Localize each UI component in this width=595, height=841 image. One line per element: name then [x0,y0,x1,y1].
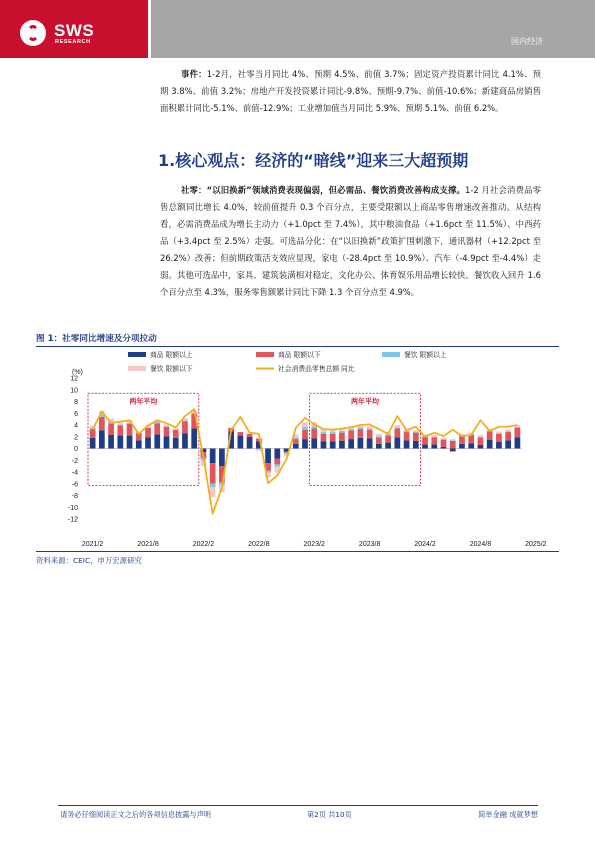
bar-segment [394,427,400,428]
bar-segment [404,432,410,440]
bar-segment [441,439,447,440]
footer-divider [58,805,538,806]
bar-segment [478,437,484,445]
bar-segment [431,435,437,437]
x-tick-label: 2023/2 [303,541,325,548]
bar-segment [117,436,123,449]
x-tick-label: 2023/8 [358,541,381,548]
bar-segment [367,430,373,439]
bar-segment [348,429,354,430]
bar-segment [164,427,170,436]
y-tick-label: 4 [74,422,78,430]
footer-slogan: 简单金融 成就梦想 [478,810,538,819]
bar-segment [247,434,253,437]
bar-segment [127,436,133,449]
logo-subtext: RESEARCH [55,39,91,45]
bar-segment [422,437,428,445]
annotation-label: 两年平均 [129,398,158,406]
bar-segment [108,423,114,435]
bar-segment [385,436,391,443]
bar-segment [358,427,364,429]
bar-segment [496,433,502,434]
bar-segment [274,449,280,459]
bar-segment [311,426,317,428]
bar-segment [487,431,493,439]
bar-segment [117,426,123,436]
bar-segment [404,440,410,448]
bar-segment [210,463,216,484]
bar-segment [302,427,308,430]
x-tick-label: 2022/8 [248,541,270,548]
legend-swatch [256,352,274,357]
bar-segment [496,442,502,448]
bar-segment [431,437,437,438]
bar-segment [210,484,216,488]
bar-segment [182,421,188,433]
bar-segment [496,434,502,442]
bar-segment [394,429,400,438]
x-tick-label: 2021/2 [81,541,104,548]
bar-segment [505,440,511,448]
y-tick-label: 10 [70,387,78,395]
bar-segment [191,429,197,449]
bar-segment [117,424,123,425]
bar-segment [358,438,364,449]
bar-segment [422,444,428,448]
x-tick-label: 2025/2 [525,541,547,548]
y-tick-label: 6 [74,410,78,418]
y-tick-label: -12 [67,516,78,524]
bar-segment [321,434,327,442]
bar-segment [311,429,317,439]
event-paragraph [160,66,541,117]
logo-text: SWS [54,21,95,40]
bar-segment [431,444,437,448]
annotation-label: 两年平均 [351,398,380,406]
bar-segment [293,444,299,449]
bar-segment [293,439,299,444]
legend-swatch [128,366,146,371]
bar-segment [394,425,400,427]
bar-segment [367,426,373,428]
bar-segment [182,420,188,421]
chart-bars [90,410,520,497]
bar-segment [145,428,151,437]
bar-segment [515,428,521,437]
bar-segment [478,445,484,449]
chart-axes [68,369,547,548]
bar-segment [164,436,170,448]
bar-segment [348,430,354,439]
bar-segment [173,438,179,449]
bar-segment [358,429,364,438]
bar-segment [515,437,521,448]
legend-label: 社会消费品零售总额 同比 [278,366,355,373]
y-tick-label: -6 [71,481,78,489]
bar-segment [237,436,243,449]
bar-segment [468,435,474,443]
bar-segment [339,433,345,441]
chart-legend [128,350,447,373]
bar-segment [441,438,447,439]
y-tick-label: 0 [74,446,78,453]
bar-segment [441,447,447,449]
bar-segment [274,458,280,464]
bar-segment [505,431,511,432]
bar-segment [385,443,391,449]
bar-segment [154,434,160,448]
bar-segment [302,430,308,439]
bar-segment [330,432,336,434]
sws-logo-icon [20,20,46,46]
header-logo-block [0,0,148,58]
bar-segment [237,432,243,436]
legend-label: 餐饮 限额以下 [150,366,193,373]
y-tick-label: -2 [71,457,78,465]
y-axis-unit-label: (%) [72,369,83,376]
bar-segment [478,437,484,438]
x-tick-label: 2022/2 [192,541,215,548]
y-tick-label: -10 [67,504,78,512]
bar-segment [450,449,456,452]
bar-segment [376,436,382,437]
bar-segment [450,441,456,449]
bar-segment [450,439,456,440]
bar-segment [219,449,225,467]
bar-segment [99,417,105,431]
bar-segment [450,440,456,441]
bar-segment [478,435,484,437]
bar-segment [274,464,280,466]
bar-segment [441,440,447,447]
y-tick-label: -8 [71,493,78,500]
bar-segment [505,432,511,440]
bar-segment [90,438,96,449]
y-tick-label: 8 [74,399,78,406]
bar-segment [90,429,96,438]
main-text: 1-2 月社会消费品零售总额同比增长 4.0%，较前值提升 0.3 个百分点，主要受限额以上商品零售增速改善推动。从结构看，必需消费品成为增长主动力（+1.0pct 至 7.4%），其中粮油食品（+1.6pct 至 11.5%）、中西药品（+3.4pct 至 2.5%）走强。可选品分化：在“以旧换新”政策扩围刺激下，通讯器材（+12.2pct 至 26.2%）改善；但前期政策活支效应显现，家电（-28.4pct 至 10.9%）、汽车（-4.9pct 至-4.4%）走弱。其他可选品中，家具、建筑装潢相对稳定，文化办公、体育娱乐用品增长较快。餐饮收入回升 1.6 个百分点至 4.3%，服务零售额累计同比下降 1.3 个百分点至 4.9%。 [160,185,541,297]
bar-segment [339,441,345,449]
bar-segment [330,441,336,448]
figure-source: 资料来源：CEIC，申万宏源研究 [36,556,142,565]
bar-segment [99,430,105,448]
x-tick-label: 2024/8 [469,541,492,548]
bar-segment [376,434,382,436]
bar-segment [413,433,419,441]
bar-segment [413,432,419,433]
bar-segment [376,437,382,443]
bar-segment [127,424,133,436]
chart-area [36,348,559,550]
legend-label: 餐饮 限额以上 [404,352,447,359]
bar-segment [505,430,511,432]
main-paragraph [160,182,541,301]
bar-segment [311,439,317,449]
event-text: 1-2月，社零当月同比 4%、预期 4.5%、前值 3.7%；固定资产投资累计同比 4.1%、预期 3.8%、前值 3.2%；房地产开发投资累计同比-9.8%、预期-9.7%、前值-10.6%；新建商品房销售面积累计同比-5.1%、前值-12.9%；工业增加值当月同比 5.9%、预期 5.1%、前值 6.2%。 [160,69,541,113]
bar-segment [468,443,474,448]
bar-segment [265,449,271,464]
bar-segment [515,427,521,428]
event-label: 事件： [181,69,207,79]
legend-swatch [382,352,400,357]
y-tick-label: 2 [74,434,78,442]
bar-segment [182,433,188,448]
section-title: 1.核心观点：经济的“暗线”迎来三大超预期 [158,151,469,170]
header-bar [151,0,595,58]
bar-segment [210,487,216,497]
bar-segment [321,432,327,434]
footer-page-number: 第2页 共10页 [307,810,352,819]
bar-segment [459,436,465,444]
caption-divider [36,346,559,347]
bar-segment [164,426,170,427]
header-section-label: 国内经济 [511,37,543,46]
bar-segment [487,440,493,449]
bar-segment [339,431,345,433]
retail-sales-chart [36,348,559,550]
bar-segment [413,430,419,432]
bar-segment [108,435,114,449]
bar-segment [367,439,373,449]
bar-segment [376,444,382,449]
legend-swatch [128,352,146,357]
y-tick-label: -4 [71,469,78,477]
bar-segment [367,429,373,430]
bar-segment [394,437,400,448]
bar-segment [154,423,160,434]
figure-caption: 图 1：社零同比增速及分项拉动 [36,334,157,344]
bar-segment [136,440,142,448]
bar-segment [145,437,151,448]
bar-segment [210,449,216,464]
bar-segment [247,437,253,449]
bar-segment [459,444,465,449]
y-tick-label: 12 [70,375,78,383]
bar-segment [496,431,502,433]
bar-segment [431,437,437,444]
bar-segment [348,439,354,448]
legend-label: 商品 限额以下 [278,352,321,359]
footer-disclaimer: 请务必仔细阅读正文之后的各项信息披露与声明 [60,810,211,819]
main-lead: 社零：“以旧换新”领域消费表现偏弱，但必需品、餐饮消费改善构成支撑。 [181,185,465,195]
x-tick-label: 2021/8 [137,541,159,548]
source-divider [36,551,559,552]
bar-segment [173,430,179,438]
legend-label: 商品 限额以上 [150,352,193,359]
bar-segment [330,434,336,442]
x-tick-label: 2024/2 [414,541,436,548]
bar-segment [321,441,327,448]
bar-segment [302,439,308,448]
bar-segment [302,422,308,427]
bar-segment [413,441,419,449]
